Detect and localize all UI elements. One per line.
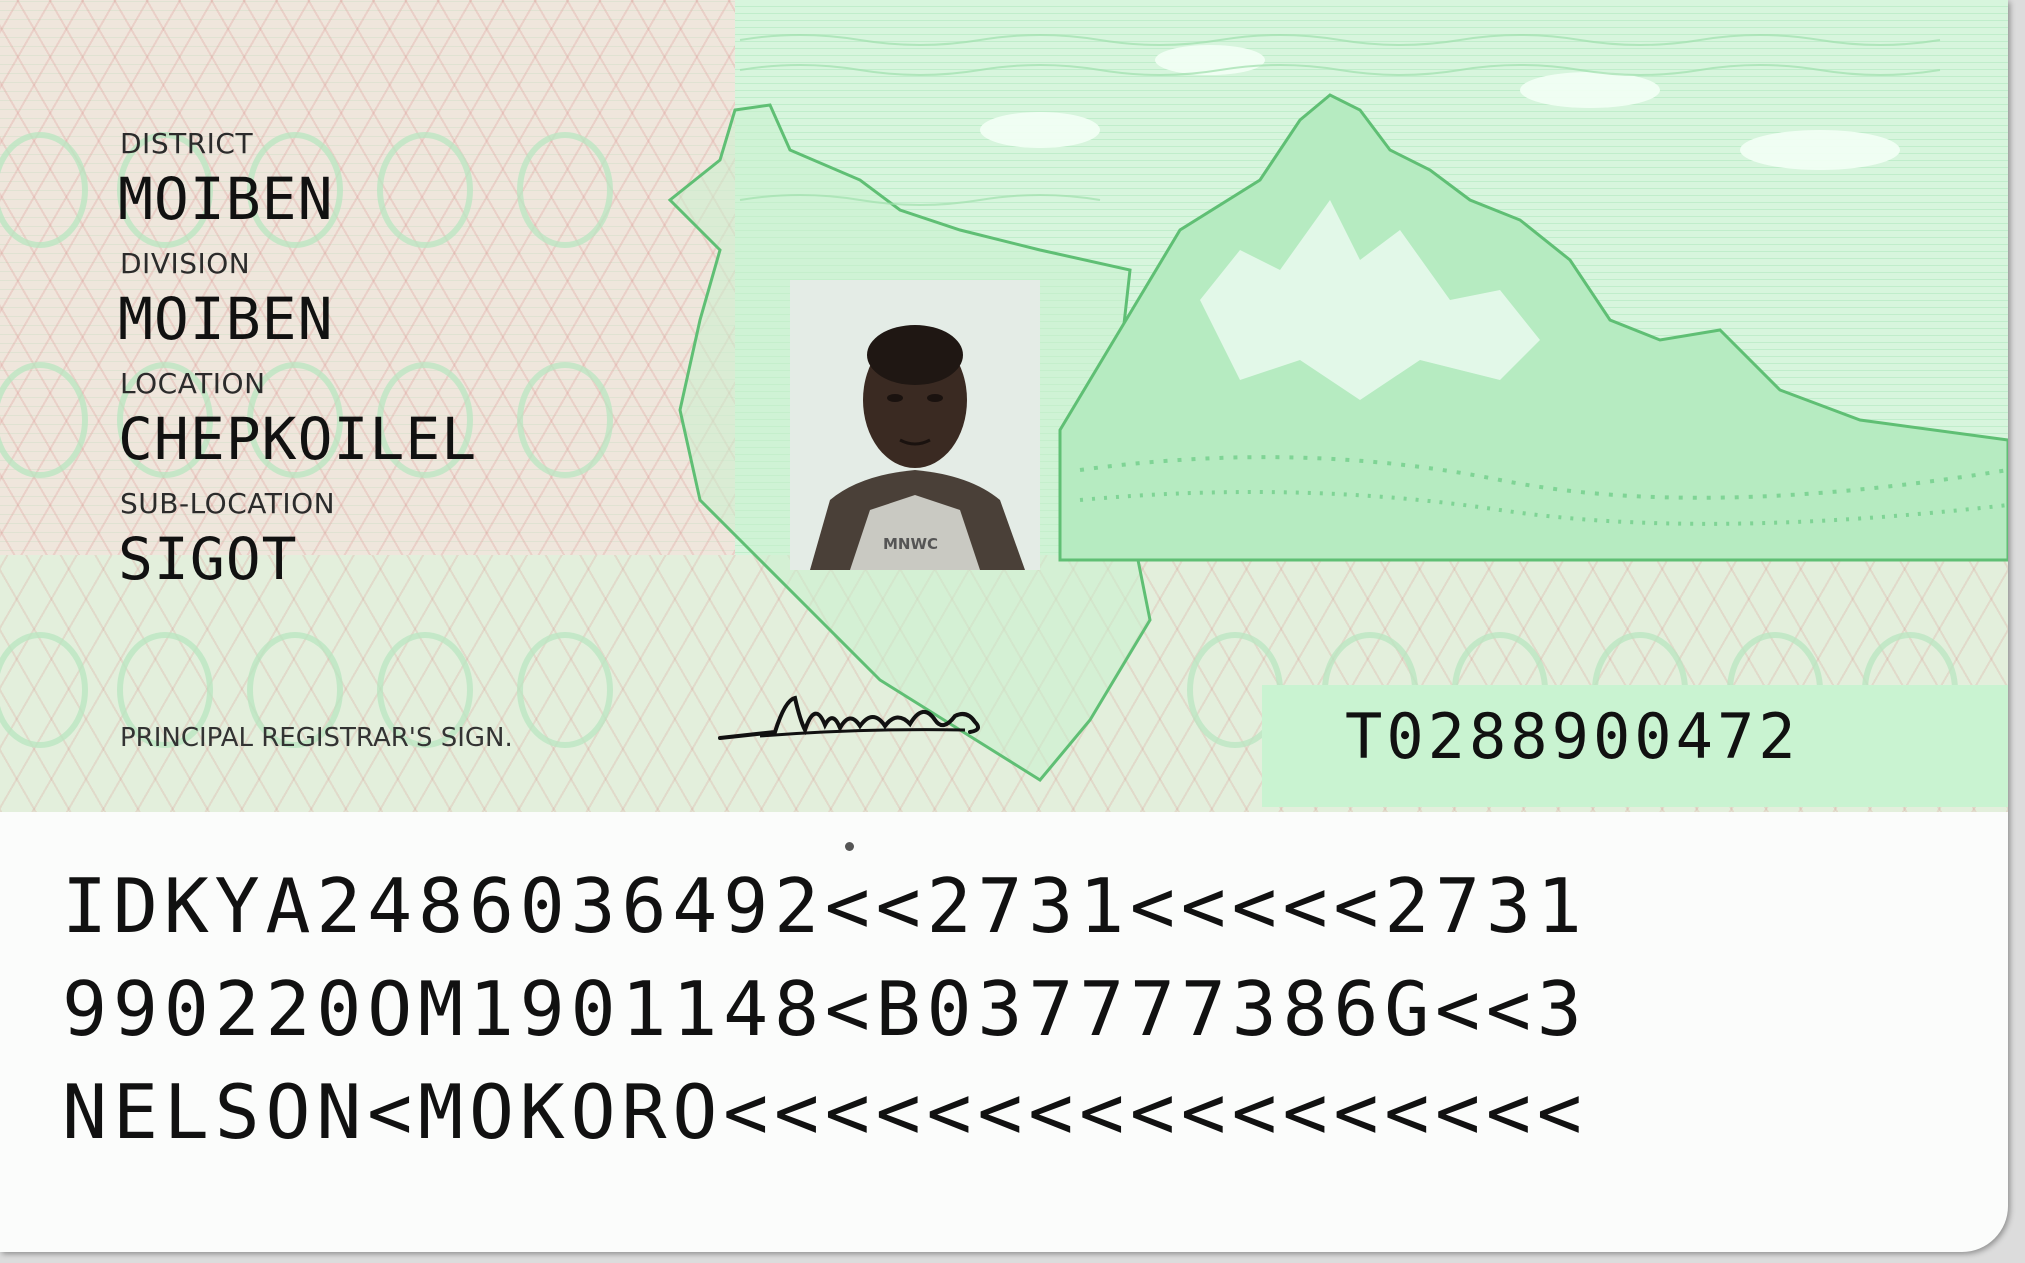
portrait-figure xyxy=(790,280,1040,570)
photo-caption: MNWC xyxy=(883,535,939,553)
sublocation-label: SUB-LOCATION xyxy=(120,487,336,520)
ghost-portrait-photo xyxy=(790,280,1040,570)
district-label: DISTRICT xyxy=(120,127,254,160)
district-value: MOIBEN xyxy=(118,165,334,233)
clouds xyxy=(980,45,1900,170)
surface-speck xyxy=(845,842,854,851)
division-label: DIVISION xyxy=(120,247,251,280)
mrz-line-3: NELSON<MOKORO<<<<<<<<<<<<<<<<< xyxy=(62,1068,1588,1156)
card-serial-number: T0288900472 xyxy=(1345,700,1800,773)
location-value: CHEPKOILEL xyxy=(118,405,478,473)
mrz-line-1: IDKYA2486036492<<2731<<<<<2731 xyxy=(62,862,1588,950)
division-value: MOIBEN xyxy=(118,285,334,353)
mrz-line-2: 990220OM1901148<B037777386G<<3 xyxy=(62,965,1588,1053)
sublocation-value: SIGOT xyxy=(118,525,298,593)
location-label: LOCATION xyxy=(120,367,266,400)
registrar-signature-label: PRINCIPAL REGISTRAR'S SIGN. xyxy=(120,723,513,753)
registrar-signature xyxy=(715,680,1015,750)
